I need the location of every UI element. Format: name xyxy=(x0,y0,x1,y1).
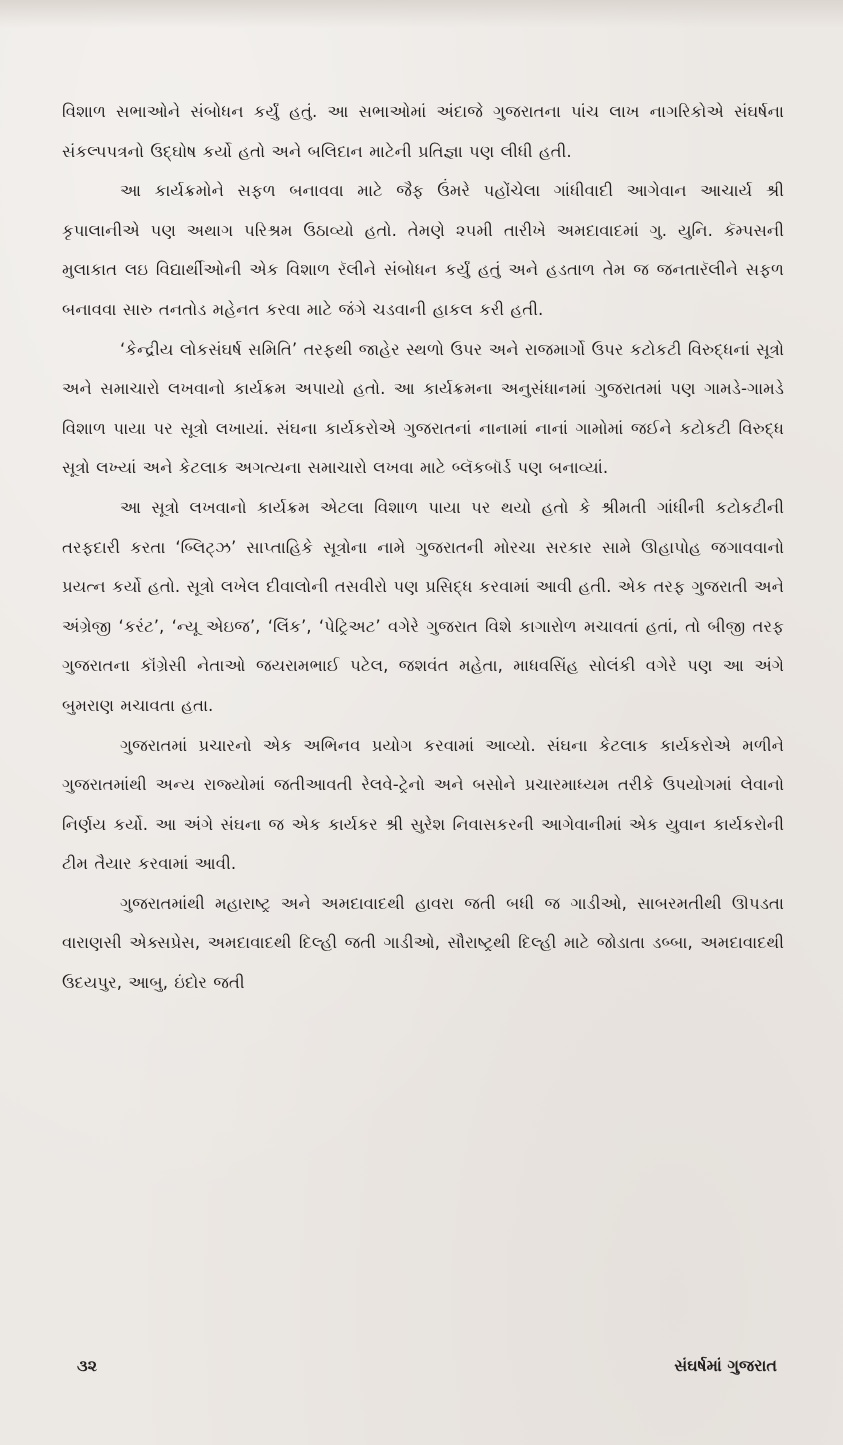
page-body xyxy=(62,92,784,1003)
paragraph-kripalani: આ કાર્યક્રમોને સફળ બનાવવા માટે જૈફ ઉંમરે પહોંચેલા ગાંધીવાદી આગેવાન આચાર્ય શ્રી કૃપાલાનીએ પણ અથાગ પરિશ્રમ ઉઠાવ્યો હતો. તેમણે ૨૫મી તારીખે અમદાવાદમાં ગુ. યુનિ. કૅમ્પસની મુલાકાત લઇ વિદ્યાર્થીઓની એક વિશાળ રૅલીને સંબોધન કર્યું હતું અને હડતાળ તેમ જ જનતારૅલીને સફળ બનાવવા સારુ તનતોડ મહેનત કરવા માટે જંગે ચડવાની હાકલ કરી હતી. xyxy=(62,181,784,319)
paragraph-train-routes: ગુજરાતમાંથી મહારાષ્ટ્ર અને અમદાવાદથી હાવરા જતી બધી જ ગાડીઓ, સાબરમતીથી ઊપડતા વારાણસી એક્સપ્રેસ, અમદાવાદથી દિલ્હી જતી ગાડીઓ, સૌરાષ્ટ્રથી દિલ્હી માટે જોડાતા ડબ્બા, અમદાવાદથી ઉદયપુર, આબુ, ઇંદોર જતી xyxy=(62,893,784,993)
paragraph-blitz-reaction: આ સૂત્રો લખવાનો કાર્યક્રમ એટલા વિશાળ પાયા પર થયો હતો કે શ્રીમતી ગાંધીની કટોકટીની તરફદારી કરતા ‘બ્લિટ્ઝ’ સાપ્તાહિકે સૂત્રોના નામે ગુજરાતની મોરચા સરકાર સામે ઊહાપોહ જગાવવાનો પ્રયત્ન કર્યો હતો. સૂત્રો લખેલ દીવાલોની તસવીરો પણ પ્રસિદ્ધ કરવામાં આવી હતી. એક તરફ ગુજરાતી અને અંગ્રેજી ‘કરંટ’, ‘ન્યૂ એઇજ’, ‘લિંક’, ‘પેટ્રિઅટ’ વગેરે ગુજરાત વિશે કાગારોળ મચાવતાં હતાં, તો બીજી તરફ ગુજરાતના કૉંગ્રેસી નેતાઓ જયરામભાઈ પટેલ, જશવંત મહેતા, માધવસિંહ સોલંકી વગેરે પણ આ અંગે બુમરાણ મચાવતા હતા. xyxy=(62,497,784,715)
page-number: ૩૨ xyxy=(77,1356,98,1375)
paragraph-slogans-program: ‘કેન્દ્રીય લોકસંઘર્ષ સમિતિ’ તરફથી જાહેર સ્થળો ઉપર અને રાજમાર્ગો ઉપર કટોકટી વિરુદ્ધનાં સૂત્રો અને સમાચારો લખવાનો કાર્યક્રમ અપાયો હતો. આ કાર્યક્રમના અનુસંધાનમાં ગુજરાતમાં પણ ગામડે-ગામડે વિશાળ પાયા પર સૂત્રો લખાયાં. સંઘના કાર્યકરોએ ગુજરાતનાં નાનામાં નાનાં ગામોમાં જઈને કટોકટી વિરુદ્ધ સૂત્રો લખ્યાં અને કેટલાક અગત્યના સમાચારો લખવા માટે બ્લૅકબૉર્ડ પણ બનાવ્યાં. xyxy=(62,339,784,478)
running-title: સંઘર્ષમાં ગુજરાત xyxy=(674,1356,777,1375)
paragraph-continuation: વિશાળ સભાઓને સંબોધન કર્યું હતું. આ સભાઓમાં અંદાજે ગુજરાતના પાંચ લાખ નાગરિકોએ સંઘર્ષના સંકલ્પપત્રનો ઉદ્‌ઘોષ કર્યો હતો અને બલિદાન માટેની પ્રતિજ્ઞા પણ લીધી હતી. xyxy=(62,102,784,161)
page-footer xyxy=(77,1356,777,1380)
page-top-shadow xyxy=(0,0,843,28)
paragraph-train-campaign: ગુજરાતમાં પ્રચારનો એક અભિનવ પ્રયોગ કરવામાં આવ્યો. સંઘના કેટલાક કાર્યકરોએ મળીને ગુજરાતમાંથી અન્ય રાજ્યોમાં જતીઆવતી રેલવે-ટ્રેનો અને બસોને પ્રચારમાધ્યમ તરીકે ઉપયોગમાં લેવાનો નિર્ણય કર્યો. આ અંગે સંઘના જ એક કાર્યકર શ્રી સુરેશ નિવાસકરની આગેવાનીમાં એક યુવાન કાર્યકરોની ટીમ તૈયાર કરવામાં આવી. xyxy=(62,735,784,874)
